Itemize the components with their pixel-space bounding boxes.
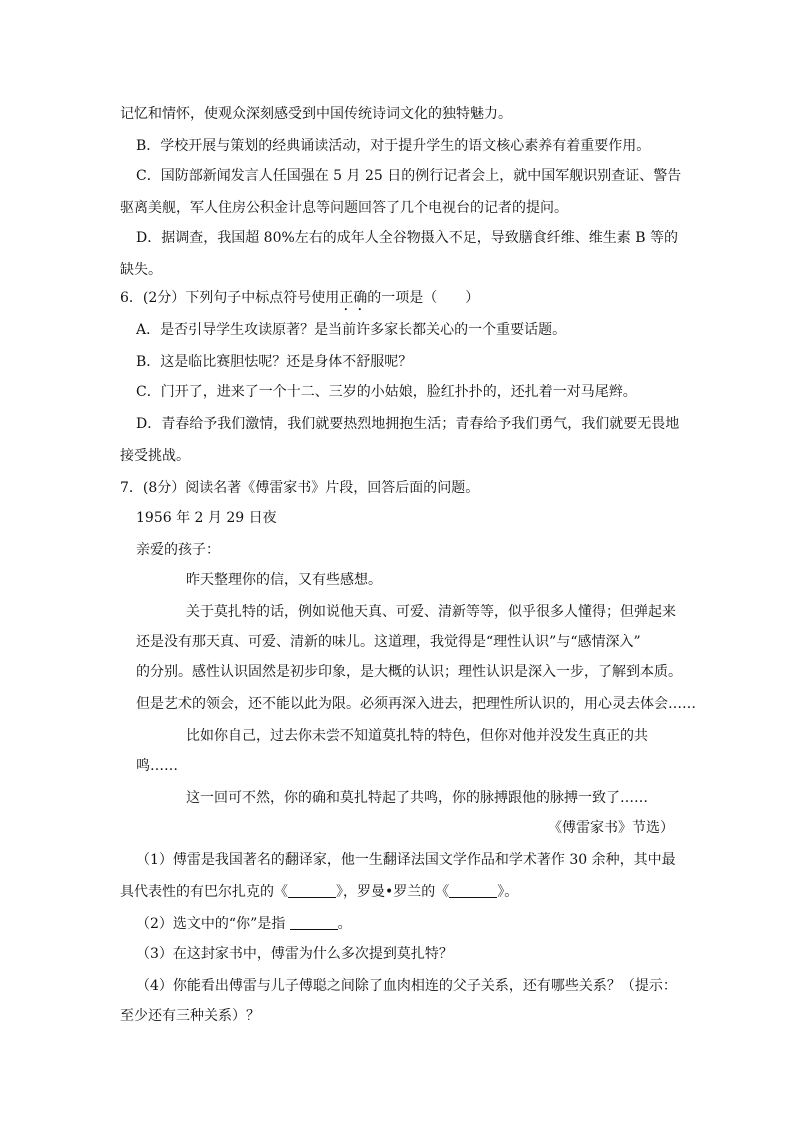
q6-option-b: B．这是临比赛胆怯呢？还是身体不舒服呢？ <box>136 354 413 370</box>
letter-paragraph-3-line2: 鸣…… <box>136 758 178 774</box>
letter-paragraph-3-line1: 比如你自己，过去你未尝不知道莫扎特的特色，但你对他并没发生真正的共 <box>186 728 648 744</box>
letter-paragraph-1: 昨天整理你的信，又有些感想。 <box>186 572 382 588</box>
q7-sub1-text-b: 》，罗曼•罗兰的《 <box>336 884 450 900</box>
q6-stem <box>120 288 479 314</box>
q7-sub1-text-c: 》。 <box>497 884 519 900</box>
q7-stem: 7．(8分）阅读名著《傅雷家书》片段，回答后面的问题。 <box>120 480 480 496</box>
q6-option-a: A．是否引导学生攻读原著？是当前许多家长都关心的一个重要话题。 <box>136 322 567 338</box>
letter-paragraph-2-line3: 的分别。感性认识固然是初步印象，是大概的认识；理性认识是深入一步，了解到本质。 <box>136 664 682 680</box>
answer-blank-you[interactable] <box>290 915 338 930</box>
letter-paragraph-2-line2: 还是没有那天真、可爱、清新的味儿。这道理，我觉得是“理性认识”与“感情深入” <box>136 634 641 650</box>
letter-paragraph-4: 这一回可不然，你的确和莫扎特起了共鸣，你的脉搏跟他的脉搏一致了…… <box>186 790 648 806</box>
answer-blank-rolland[interactable] <box>449 883 497 898</box>
q7-sub2 <box>136 914 352 934</box>
q7-sub1-line2 <box>120 882 518 902</box>
letter-date: 1956 年 2 月 29 日夜 <box>136 510 277 526</box>
q5-option-c-line1: C．国防部新闻发言人任国强在 5 月 25 日的例行记者会上，就中国军舰识别查证、警告 <box>136 168 682 184</box>
q6-option-d-line1: D．青春给予我们激情，我们就要热烈地拥抱生活；青春给予我们勇气，我们就要无畏地 <box>136 416 680 432</box>
q7-sub4-line1: （4）你能看出傅雷与儿子傅聪之间除了血肉相连的父子关系，还有哪些关系？（提示： <box>136 978 677 994</box>
q7-sub3: （3）在这封家书中，傅雷为什么多次提到莫扎特？ <box>136 946 453 962</box>
q7-sub4-line2: 至少还有三种关系）？ <box>120 1008 260 1024</box>
letter-greeting: 亲爱的孩子： <box>136 542 220 558</box>
q7-sub2-text-a: （2）选文中的“你”是指 <box>136 916 290 932</box>
letter-paragraph-2-line1: 关于莫扎特的话，例如说他天真、可爱、清新等等，似乎很多人懂得；但弹起来 <box>186 604 676 620</box>
q5-option-d-line1: D．据调查，我国超 80%左右的成年人全谷物摄入不足，导致膳食纤维、维生素 B 等的 <box>136 230 678 246</box>
answer-blank-balzac[interactable] <box>288 883 336 898</box>
q6-option-c: C．门开了，进来了一个十二、三岁的小姑娘，脸红扑扑的，还扎着一对马尾辫。 <box>136 384 637 400</box>
q5-option-d-line2: 缺失。 <box>120 262 162 278</box>
q7-sub1-text-a: 具代表性的有巴尔扎克的《 <box>120 884 288 900</box>
excerpt-source: 《傅雷家书》节选） <box>548 820 674 836</box>
q7-sub2-text-b: 。 <box>337 916 352 932</box>
q5-option-c-line2: 驱离美舰，军人住房公积金计息等问题回答了几个电视台的记者的提问。 <box>120 200 568 216</box>
q7-sub1-line1: （1）傅雷是我国著名的翻译家，他一生翻译法国文学作品和学术著作 30 余种，其中最 <box>136 852 676 868</box>
q5-option-b: B．学校开展与策划的经典诵读活动，对于提升学生的语文核心素养有着重要作用。 <box>136 138 651 154</box>
q6-stem-prefix: 6．(2分）下列句子中标点符号使用 <box>120 290 340 306</box>
q6-stem-emphasis: 正确 <box>339 290 368 306</box>
q5-option-a-tail: 记忆和情怀，使观众深刻感受到中国传统诗词文化的独特魅力。 <box>120 106 512 122</box>
q6-stem-suffix: 的一项是（ ） <box>367 290 480 306</box>
q6-option-d-line2: 接受挑战。 <box>120 448 190 464</box>
letter-paragraph-2-line4: 但是艺术的领会，还不能以此为限。必须再深入进去，把理性所认识的，用心灵去体会…… <box>136 696 696 712</box>
